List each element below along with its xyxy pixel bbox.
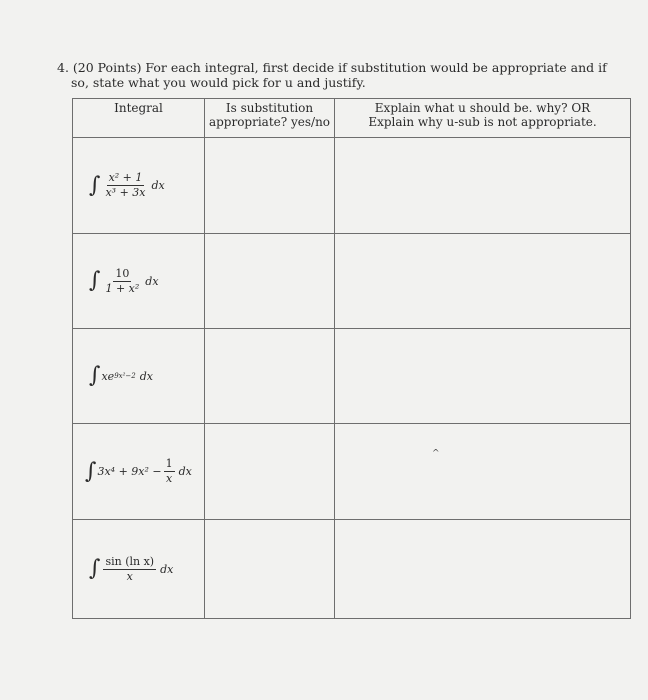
differential: dx <box>145 274 159 288</box>
fraction <box>103 172 147 199</box>
integral-cell <box>73 138 205 234</box>
numerator: x² + 1 <box>108 171 143 184</box>
fraction <box>103 268 141 295</box>
explanation-cell[interactable] <box>335 424 631 520</box>
integral-cell <box>73 520 205 619</box>
numerator: 10 <box>115 266 130 280</box>
header-integral <box>73 99 205 138</box>
integral-cell <box>73 234 205 329</box>
integral-expression <box>73 172 204 199</box>
header-row <box>73 99 631 138</box>
explanation-cell[interactable] <box>335 520 631 619</box>
answer-cell[interactable] <box>205 138 335 234</box>
header-explain-line2: Explain why u-sub is not appropriate. <box>368 115 597 129</box>
explanation-cell[interactable] <box>335 138 631 234</box>
differential: dx <box>178 465 192 478</box>
header-explain-line1: Explain what u should be. why? OR <box>374 101 591 115</box>
integral-table <box>72 98 631 619</box>
answer-cell[interactable] <box>205 329 335 424</box>
text-cursor-icon: ^ <box>432 449 440 459</box>
problem-statement <box>57 60 617 90</box>
header-substitution-line1: Is substitution <box>225 101 314 115</box>
integral-cell <box>73 329 205 424</box>
problem-line-1: 4. (20 Points) For each integral, first decide if substitution would be appropriate and if <box>57 60 607 75</box>
table-row <box>73 234 631 329</box>
integral-sign: ∫ <box>89 363 101 388</box>
integral-sign: ∫ <box>85 458 97 484</box>
header-integral-label: Integral <box>114 101 163 115</box>
header-substitution <box>205 99 335 138</box>
explanation-cell[interactable] <box>335 234 631 329</box>
denominator: x <box>166 472 173 485</box>
numerator: 1 <box>165 457 173 470</box>
integral-sign: ∫ <box>89 556 101 581</box>
problem-line-2: so, state what you would pick for u and justify. <box>71 75 366 90</box>
answer-cell[interactable] <box>205 424 335 520</box>
table-row <box>73 329 631 424</box>
denominator: x³ + 3x <box>105 186 146 199</box>
integrand-base: xe <box>101 369 115 383</box>
integral-expression: ∫ xe 9x²−2 dx <box>89 363 153 388</box>
integral-expression <box>73 458 204 485</box>
integral-expression <box>73 556 204 583</box>
differential: dx <box>160 562 174 576</box>
denominator: x <box>126 569 133 583</box>
integral-expression <box>73 268 204 295</box>
header-explain <box>335 99 631 138</box>
answer-cell[interactable] <box>205 520 335 619</box>
fraction <box>164 458 175 485</box>
table-row <box>73 520 631 619</box>
explanation-cell[interactable] <box>335 329 631 424</box>
fraction <box>103 556 156 583</box>
denominator: 1 + x² <box>105 281 140 295</box>
answer-cell[interactable] <box>205 234 335 329</box>
integrand-lead: 3x⁴ + 9x² − <box>97 465 162 478</box>
integral-sign: ∫ <box>89 268 101 293</box>
integral-sign: ∫ <box>89 172 101 198</box>
integral-cell <box>73 424 205 520</box>
differential: dx <box>151 179 165 192</box>
table-row <box>73 138 631 234</box>
header-substitution-line2: appropriate? yes/no <box>208 115 331 129</box>
table-row <box>73 424 631 520</box>
differential: dx <box>139 369 153 383</box>
numerator: sin (ln x) <box>105 554 155 568</box>
